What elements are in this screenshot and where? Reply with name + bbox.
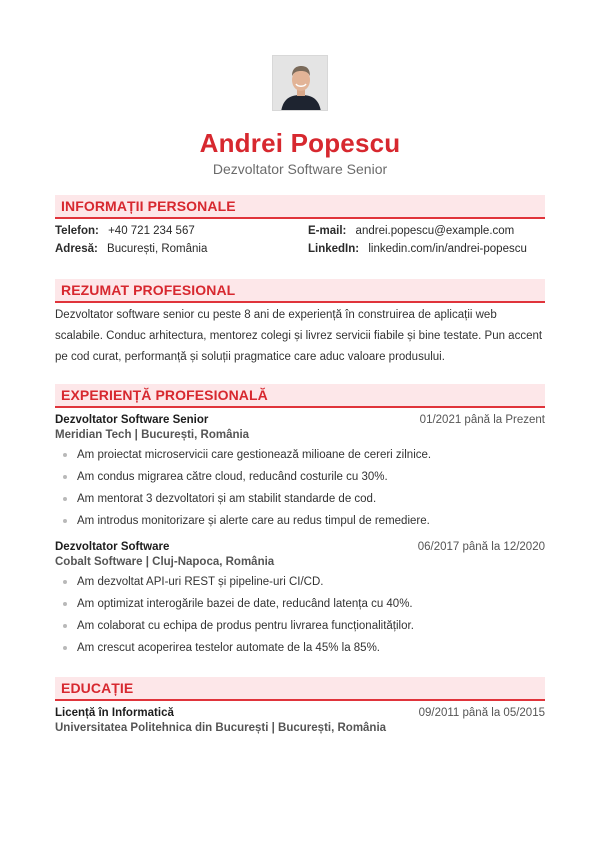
section-heading: EXPERIENȚĂ PROFESIONALĂ	[61, 387, 268, 403]
school-name: Universitatea Politehnica din București | București, România	[55, 722, 387, 734]
phone-value: +40 721 234 567	[108, 225, 195, 237]
phone-label: Telefon:	[55, 225, 99, 237]
section-experience	[55, 384, 545, 408]
address-value: București, România	[107, 243, 208, 255]
email-row	[308, 225, 514, 237]
list-item: Am optimizat interogările bazei de date, reducând latența cu 40%.	[55, 596, 547, 618]
list-item: Am crescut acoperirea testelor automate de la 45% la 85%.	[55, 640, 547, 662]
list-item: Am colaborat cu echipa de produs pentru livrarea funcționalităților.	[55, 618, 547, 640]
section-summary	[55, 279, 545, 303]
education-dates: 09/2011 până la 05/2015	[418, 707, 545, 719]
summary-text: Dezvoltator software senior cu peste 8 ani de experiență în construirea de aplicații web scalabile. Conduc arhitectura, mentorez colegi și livrez servicii fiabile și bine testate. Pun accent pe cod curat, performanță și soluții pragmatice care aduc valoare produsului.	[55, 309, 543, 363]
email-label: E-mail:	[308, 225, 347, 237]
job-title: Dezvoltator Software Senior	[55, 414, 209, 426]
job-achievements	[55, 447, 547, 535]
job-title: Dezvoltator Software	[55, 541, 170, 553]
job-company: Cobalt Software | Cluj-Napoca, România	[55, 556, 275, 568]
person-photo-icon	[273, 56, 328, 111]
section-heading: EDUCAȚIE	[61, 680, 134, 696]
job-achievements	[55, 574, 547, 662]
list-item: Am mentorat 3 dezvoltatori și am stabilit standarde de cod.	[55, 491, 547, 513]
job-dates: 01/2021 până la Prezent	[419, 414, 545, 426]
section-personal-info	[55, 195, 545, 219]
candidate-title: Dezvoltator Software Senior	[212, 161, 388, 177]
list-item: Am proiectat microservicii care gestionează milioane de cereri zilnice.	[55, 447, 547, 469]
phone-row	[55, 225, 195, 237]
profile-photo	[272, 55, 328, 111]
address-label: Adresă:	[55, 243, 98, 255]
linkedin-link[interactable]: linkedin.com/in/andrei-popescu	[368, 243, 527, 255]
job-company: Meridian Tech | București, România	[55, 429, 250, 441]
linkedin-row	[308, 243, 527, 255]
list-item: Am dezvoltat API-uri REST și pipeline-uri CI/CD.	[55, 574, 547, 596]
candidate-name: Andrei Popescu	[199, 128, 401, 158]
section-education	[55, 677, 545, 701]
list-item: Am introdus monitorizare și alerte care au redus timpul de remediere.	[55, 513, 547, 535]
list-item: Am condus migrarea către cloud, reducând costurile cu 30%.	[55, 469, 547, 491]
section-heading: REZUMAT PROFESIONAL	[61, 282, 236, 298]
email-link[interactable]: andrei.popescu@example.com	[355, 225, 515, 237]
linkedin-label: LinkedIn:	[308, 243, 360, 255]
job-dates: 06/2017 până la 12/2020	[417, 541, 545, 553]
degree-title: Licență în Informatică	[55, 707, 174, 719]
address-row	[55, 243, 207, 255]
section-heading: INFORMAȚII PERSONALE	[61, 198, 236, 214]
